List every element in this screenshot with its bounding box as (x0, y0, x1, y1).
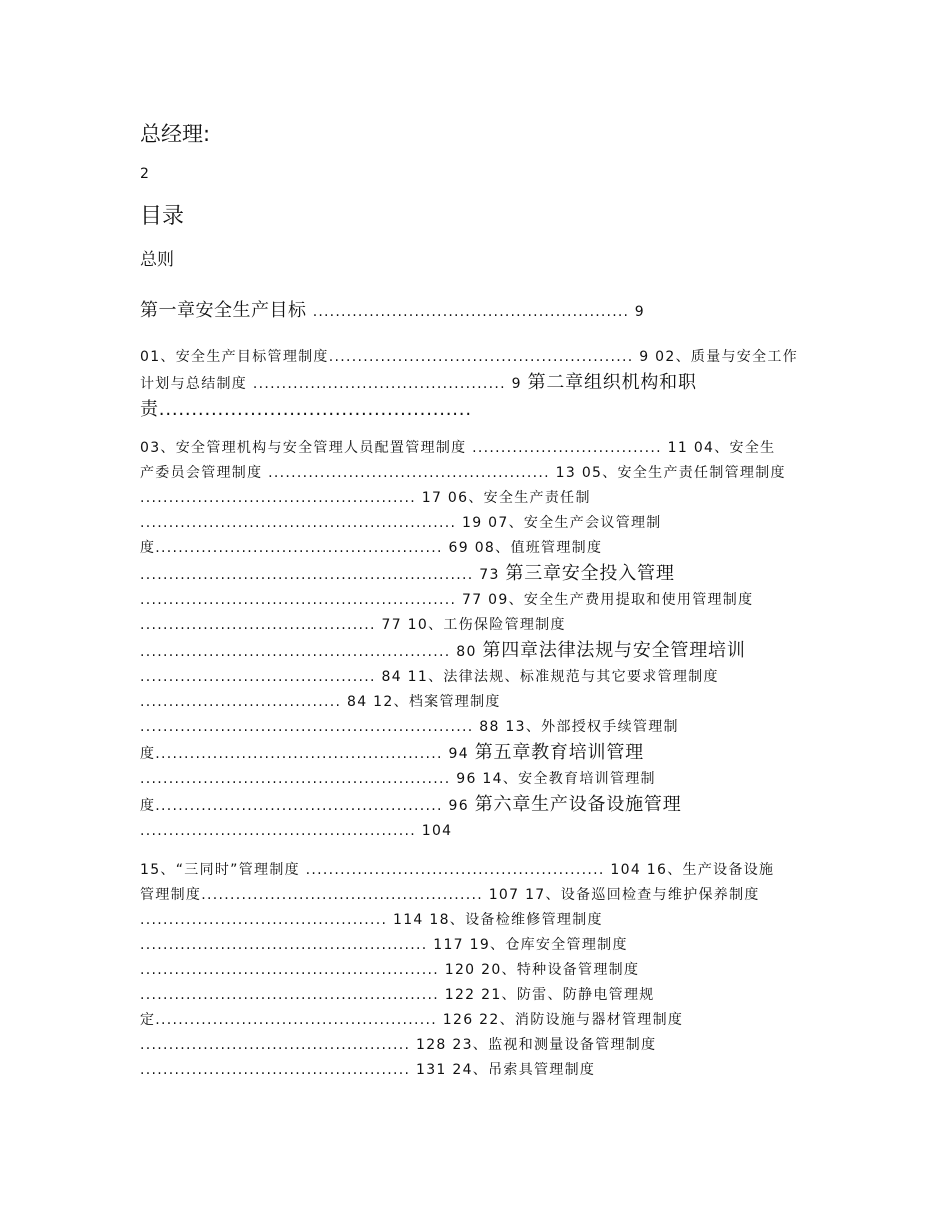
toc-entry[interactable]: 15、“三同时”管理制度 .................................................... 104 16、生产设备设施 (140, 862, 775, 878)
toc-entry[interactable]: ....................................................... 19 07、安全生产会议管理制 (140, 515, 662, 531)
toc-entry[interactable]: 定................................................. 126 22、消防设施与器材管理制度 (140, 1012, 684, 1028)
toc-entry-text: 计划与总结制度 ............................................ 9 (140, 376, 528, 392)
toc-entry[interactable]: ......................................... 84 11、法律法规、标准规范与其它要求管理制度 (140, 669, 719, 685)
toc-entry[interactable]: ......................................... 77 10、工伤保险管理制度 (140, 617, 566, 633)
toc-chapter-3-heading: 第三章安全投入管理 (505, 563, 675, 584)
page-number: 2 (140, 166, 149, 182)
toc-entry-text: 度.................................................. 96 (140, 798, 475, 814)
toc-entry[interactable]: ................................................ 17 06、安全生产责任制 (140, 490, 591, 506)
toc-entry[interactable] (140, 561, 812, 588)
page-content (140, 118, 812, 1097)
toc-chapter-2-heading: 第二章组织机构和职 (527, 372, 697, 393)
toc-title: 目录 (140, 204, 185, 229)
toc-entry-text: 度.................................................. 94 (140, 746, 475, 762)
toc-entry-text: ...................................................... 80 (140, 644, 483, 660)
toc-entry-text: .......................................................... 73 (140, 567, 506, 583)
toc-entry[interactable]: ................................... 84 12、档案管理制度 (140, 694, 501, 710)
toc-chapter-6-heading: 第六章生产设备设施管理 (474, 794, 682, 815)
toc-entry[interactable] (140, 370, 812, 397)
general-manager-signature-label: 总经理: (140, 122, 211, 146)
toc-entry[interactable]: .................................................. 117 19、仓库安全管理制度 (140, 937, 628, 953)
toc-entry[interactable]: ............................................... 128 23、监视和测量设备管理制度 (140, 1037, 657, 1053)
toc-chapter-4-heading: 第四章法律法规与安全管理培训 (482, 640, 746, 661)
toc-entry[interactable]: 管理制度................................................. 107 17、设备巡回检查与维护保养制度 (140, 887, 760, 903)
toc-entry[interactable]: ................................................ 104 (140, 823, 453, 839)
toc-chapter-1-page: 9 (629, 304, 645, 320)
toc-entry[interactable]: ...................................................... 96 14、安全教育培训管理制 (140, 771, 656, 787)
toc-block-1 (140, 345, 812, 422)
toc-entry[interactable]: 01、安全生产目标管理制度..................................................... 9 02、质量与安全工作 (140, 349, 798, 365)
toc-entry[interactable] (140, 792, 812, 819)
toc-entry[interactable]: 产委员会管理制度 ................................................. 13 05、安全生产责任制管理制度 (140, 465, 786, 481)
toc-chapter-2-continued[interactable]: 责................................................ (140, 399, 472, 420)
toc-entry[interactable]: .................................................... 122 21、防雷、防静电管理规 (140, 987, 655, 1003)
toc-entry[interactable]: .......................................................... 88 13、外部授权手续管理制 (140, 719, 679, 735)
toc-entry[interactable]: .................................................... 120 20、特种设备管理制度 (140, 962, 640, 978)
toc-general-provisions: 总则 (140, 250, 174, 270)
toc-entry[interactable]: 03、安全管理机构与安全管理人员配置管理制度 ................................. 11 04、安全生 (140, 440, 776, 456)
toc-chapter-5-heading: 第五章教育培训管理 (474, 742, 644, 763)
toc-entry[interactable]: ....................................................... 77 09、安全生产费用提取和使用管理制度 (140, 592, 754, 608)
toc-entry[interactable]: ........................................... 114 18、设备检维修管理制度 (140, 912, 603, 928)
toc-chapter-1[interactable] (140, 296, 812, 327)
toc-entry[interactable] (140, 638, 812, 665)
toc-entry[interactable] (140, 740, 812, 767)
toc-leader-dots: ........................................................ (312, 304, 630, 320)
toc-chapter-1-label: 第一章安全生产目标 (140, 300, 313, 321)
toc-entry[interactable]: 度.................................................. 69 08、值班管理制度 (140, 540, 603, 556)
toc-entry[interactable]: ............................................... 131 24、吊索具管理制度 (140, 1062, 596, 1078)
toc-block-3 (140, 858, 812, 1083)
toc-block-2 (140, 436, 812, 844)
